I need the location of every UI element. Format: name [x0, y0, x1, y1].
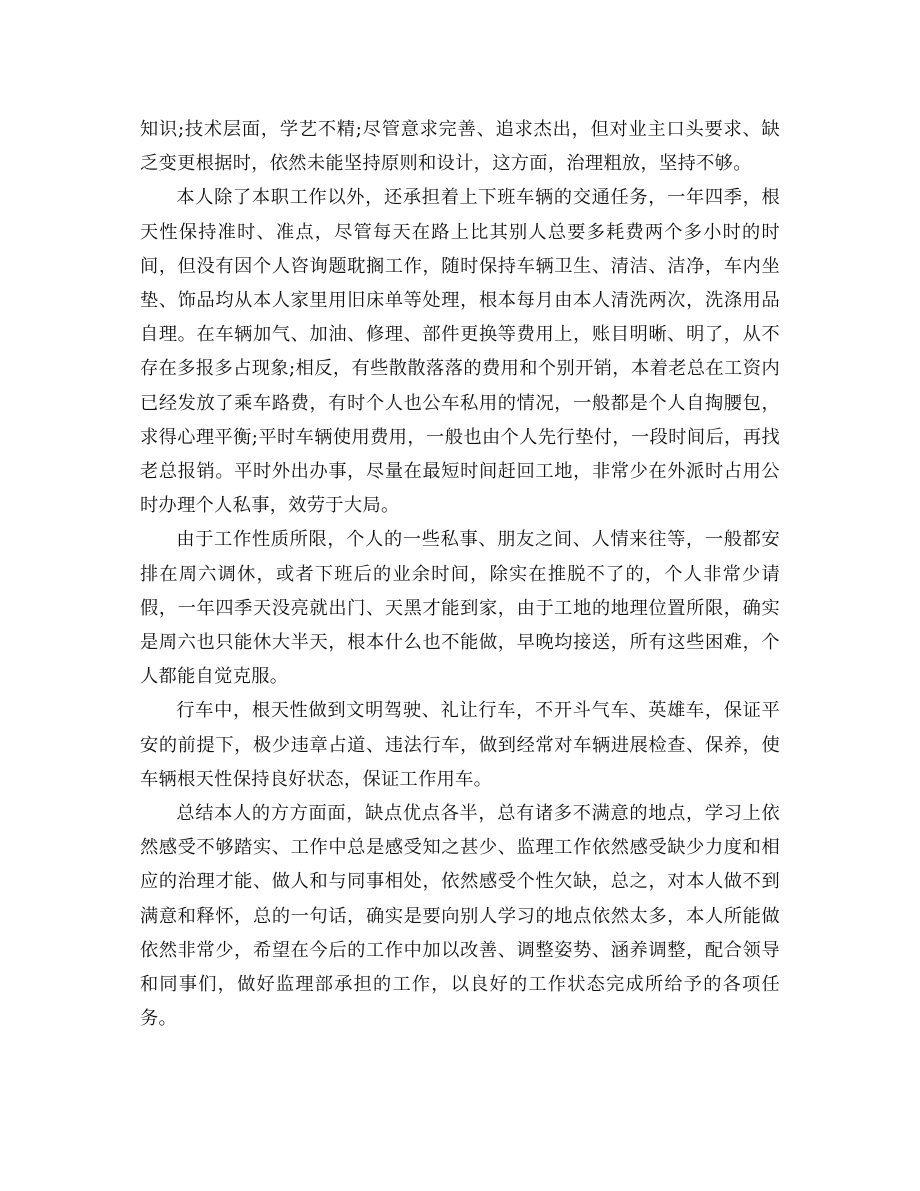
paragraph-3: 由于工作性质所限，个人的一些私事、朋友之间、人情来往等，一般都安排在周六调休，或者下班后的业余时间，除实在推脱不了的，个人非常少请假，一年四季天没亮就出门、天黑才能到家，由于工地的地理位置所限，确实是周六也只能休大半天，根本什么也不能做，早晚均接送，所有这些困难，个人都能自觉克服。 [140, 529, 780, 688]
document-body [140, 113, 780, 1036]
paragraph-1: 知识;技术层面，学艺不精;尽管意求完善、追求杰出，但对业主口头要求、缺乏变更根据时，依然未能坚持原则和设计，这方面，治理粗放，坚持不够。 [140, 119, 780, 175]
paragraph-2: 本人除了本职工作以外，还承担着上下班车辆的交通任务，一年四季，根天性保持准时、准点，尽管每天在路上比其别人总要多耗费两个多小时的时间，但没有因个人咨询题耽搁工作，随时保持车辆卫生、清洁、洁净，车内坐垫、饰品均从本人家里用旧床单等处理，根本每月由本人清洗两次，洗涤用品自理。在车辆加气、加油、修理、部件更换等费用上，账目明晰、明了，从不存在多报多占现象;相反，有些散散落落的费用和个别开销，本着老总在工资内已经发放了乘车路费，有时个人也公车私用的情况，一般都是个人自掏腰包，求得心理平衡;平时车辆使用费用，一般也由个人先行垫付，一段时间后，再找老总报销。平时外出办事，尽量在最短时间赶回工地，非常少在外派时占用公时办理个人私事，效劳于大局。 [140, 187, 780, 517]
paragraph-5: 总结本人的方方面面，缺点优点各半，总有诸多不满意的地点，学习上依然感受不够踏实、工作中总是感受知之甚少、监理工作依然感受缺少力度和相应的治理才能、做人和与同事相处，依然感受个性欠缺，总之，对本人做不到满意和释怀，总的一句话，确实是要向别人学习的地点依然太多，本人所能做依然非常少，希望在今后的工作中加以改善、调整姿势、涵养调整，配合领导和同事们，做好监理部承担的工作，以良好的工作状态完成所给予的各项任务。 [140, 803, 780, 1030]
paragraph-4: 行车中，根天性做到文明驾驶、礼让行车，不开斗气车、英雄车，保证平安的前提下，极少违章占道、违法行车，做到经常对车辆进展检查、保养，使车辆根天性保持良好状态，保证工作用车。 [140, 700, 780, 790]
